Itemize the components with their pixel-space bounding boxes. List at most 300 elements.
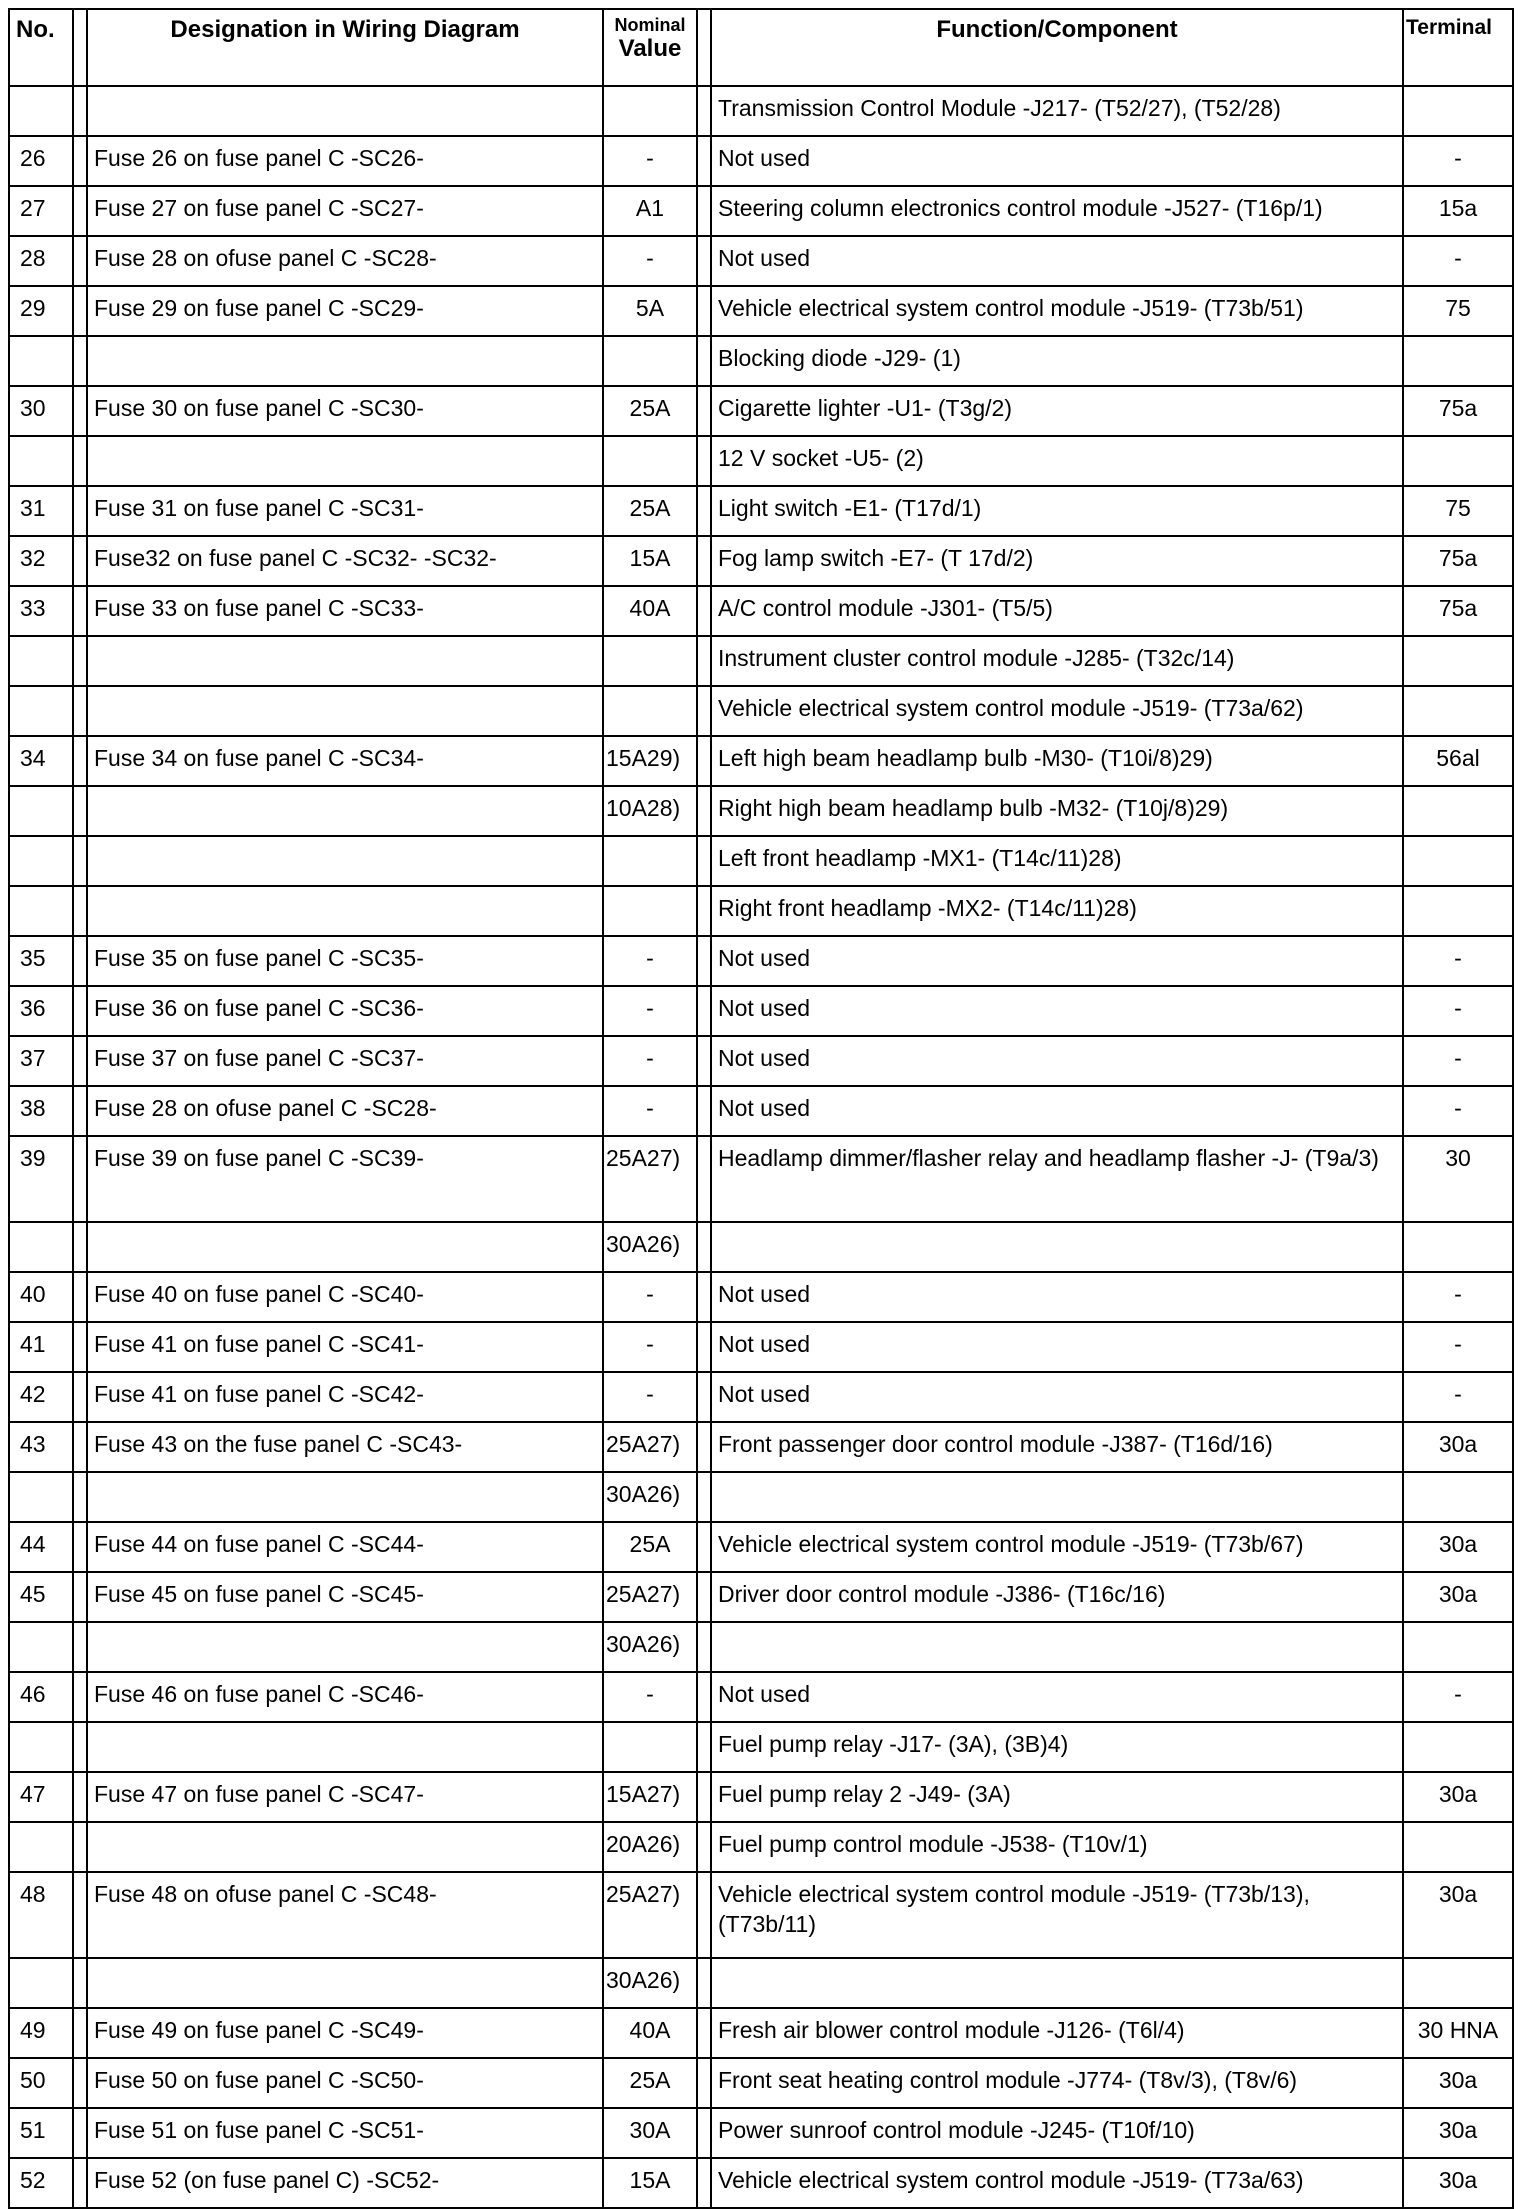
cell-spacer bbox=[697, 2108, 711, 2158]
table-row bbox=[9, 786, 1513, 836]
cell-function: Vehicle electrical system control module -J519- (T73b/51) bbox=[711, 286, 1403, 336]
cell-terminal: - bbox=[1403, 936, 1513, 986]
cell-spacer bbox=[73, 1572, 87, 1622]
table-row bbox=[9, 836, 1513, 886]
cell-designation bbox=[87, 1822, 603, 1872]
table-header-row bbox=[9, 9, 1513, 86]
header-nominal-bottom: Value bbox=[618, 34, 682, 62]
cell-no: 37 bbox=[9, 1036, 73, 1086]
table-row bbox=[9, 1958, 1513, 2008]
cell-nominal-value: 30A26) bbox=[603, 1222, 697, 1272]
cell-terminal bbox=[1403, 886, 1513, 936]
cell-no: 51 bbox=[9, 2108, 73, 2158]
cell-terminal bbox=[1403, 336, 1513, 386]
cell-terminal bbox=[1403, 836, 1513, 886]
cell-spacer bbox=[697, 136, 711, 186]
cell-spacer bbox=[73, 236, 87, 286]
cell-function: Fuel pump control module -J538- (T10v/1) bbox=[711, 1822, 1403, 1872]
cell-no: 35 bbox=[9, 936, 73, 986]
cell-no: 49 bbox=[9, 2008, 73, 2058]
cell-spacer bbox=[73, 1222, 87, 1272]
cell-no: 40 bbox=[9, 1272, 73, 1322]
cell-function: Left high beam headlamp bulb -M30- (T10i/8)29) bbox=[711, 736, 1403, 786]
cell-spacer bbox=[697, 786, 711, 836]
header-nominal-top: Nominal bbox=[614, 15, 686, 35]
cell-nominal-value: 30A26) bbox=[603, 1622, 697, 1672]
cell-spacer bbox=[73, 1522, 87, 1572]
cell-designation: Fuse 37 on fuse panel C -SC37- bbox=[87, 1036, 603, 1086]
cell-terminal: 75a bbox=[1403, 586, 1513, 636]
cell-nominal-value: - bbox=[603, 1372, 697, 1422]
cell-function: Light switch -E1- (T17d/1) bbox=[711, 486, 1403, 536]
cell-spacer bbox=[73, 336, 87, 386]
cell-no bbox=[9, 686, 73, 736]
table-row bbox=[9, 1136, 1513, 1222]
cell-terminal: 30 bbox=[1403, 1136, 1513, 1222]
cell-function: Fuel pump relay 2 -J49- (3A) bbox=[711, 1772, 1403, 1822]
cell-spacer bbox=[73, 1372, 87, 1422]
cell-spacer bbox=[697, 1822, 711, 1872]
cell-terminal bbox=[1403, 1722, 1513, 1772]
cell-designation bbox=[87, 786, 603, 836]
table-row bbox=[9, 1822, 1513, 1872]
cell-nominal-value: 30A bbox=[603, 2108, 697, 2158]
cell-spacer bbox=[73, 936, 87, 986]
cell-nominal-value bbox=[603, 86, 697, 136]
cell-spacer bbox=[73, 1672, 87, 1722]
table-row bbox=[9, 336, 1513, 386]
cell-spacer bbox=[73, 986, 87, 1036]
cell-designation: Fuse 28 on ofuse panel C -SC28- bbox=[87, 236, 603, 286]
cell-terminal: - bbox=[1403, 1086, 1513, 1136]
cell-nominal-value: 25A27) bbox=[603, 1572, 697, 1622]
cell-no: 45 bbox=[9, 1572, 73, 1622]
cell-nominal-value: 25A bbox=[603, 386, 697, 436]
cell-function: Not used bbox=[711, 986, 1403, 1036]
cell-spacer bbox=[697, 86, 711, 136]
cell-spacer bbox=[73, 86, 87, 136]
cell-function: Fuel pump relay -J17- (3A), (3B)4) bbox=[711, 1722, 1403, 1772]
cell-spacer bbox=[73, 1958, 87, 2008]
cell-designation: Fuse 30 on fuse panel C -SC30- bbox=[87, 386, 603, 436]
cell-terminal: 30a bbox=[1403, 1872, 1513, 1958]
table-row bbox=[9, 1772, 1513, 1822]
table-row bbox=[9, 386, 1513, 436]
cell-designation bbox=[87, 436, 603, 486]
cell-designation: Fuse 45 on fuse panel C -SC45- bbox=[87, 1572, 603, 1622]
cell-no: 50 bbox=[9, 2058, 73, 2108]
cell-terminal bbox=[1403, 686, 1513, 736]
cell-designation: Fuse 40 on fuse panel C -SC40- bbox=[87, 1272, 603, 1322]
cell-designation bbox=[87, 1622, 603, 1672]
cell-nominal-value: - bbox=[603, 986, 697, 1036]
cell-designation bbox=[87, 86, 603, 136]
cell-no: 31 bbox=[9, 486, 73, 536]
cell-spacer bbox=[73, 586, 87, 636]
cell-designation bbox=[87, 836, 603, 886]
fuse-assignment-table bbox=[8, 8, 1514, 2209]
cell-function: Front passenger door control module -J387- (T16d/16) bbox=[711, 1422, 1403, 1472]
cell-terminal: 75a bbox=[1403, 536, 1513, 586]
cell-spacer bbox=[697, 1322, 711, 1372]
cell-no: 38 bbox=[9, 1086, 73, 1136]
cell-designation: Fuse 51 on fuse panel C -SC51- bbox=[87, 2108, 603, 2158]
cell-spacer bbox=[697, 936, 711, 986]
cell-no: 48 bbox=[9, 1872, 73, 1958]
table-row bbox=[9, 586, 1513, 636]
cell-spacer bbox=[73, 186, 87, 236]
cell-designation bbox=[87, 636, 603, 686]
cell-function: Not used bbox=[711, 1372, 1403, 1422]
cell-function: Fresh air blower control module -J126- (T6l/4) bbox=[711, 2008, 1403, 2058]
cell-designation: Fuse 28 on ofuse panel C -SC28- bbox=[87, 1086, 603, 1136]
cell-nominal-value: - bbox=[603, 236, 697, 286]
cell-no bbox=[9, 1622, 73, 1672]
cell-nominal-value: A1 bbox=[603, 186, 697, 236]
cell-no: 42 bbox=[9, 1372, 73, 1422]
cell-terminal bbox=[1403, 636, 1513, 686]
cell-terminal: 75 bbox=[1403, 286, 1513, 336]
cell-nominal-value: 40A bbox=[603, 586, 697, 636]
cell-terminal: - bbox=[1403, 236, 1513, 286]
header-terminal: Terminal bbox=[1403, 9, 1513, 86]
cell-function: Not used bbox=[711, 1272, 1403, 1322]
table-row bbox=[9, 2108, 1513, 2158]
cell-designation: Fuse 34 on fuse panel C -SC34- bbox=[87, 736, 603, 786]
cell-spacer bbox=[73, 1722, 87, 1772]
cell-function: Cigarette lighter -U1- (T3g/2) bbox=[711, 386, 1403, 436]
cell-spacer bbox=[697, 1086, 711, 1136]
cell-spacer bbox=[697, 486, 711, 536]
cell-spacer bbox=[697, 1958, 711, 2008]
cell-no: 46 bbox=[9, 1672, 73, 1722]
cell-no: 33 bbox=[9, 586, 73, 636]
cell-no bbox=[9, 836, 73, 886]
cell-spacer bbox=[73, 1322, 87, 1372]
table-row bbox=[9, 1522, 1513, 1572]
cell-terminal: 30a bbox=[1403, 2108, 1513, 2158]
cell-function: Vehicle electrical system control module -J519- (T73b/13), (T73b/11) bbox=[711, 1872, 1403, 1958]
table-row bbox=[9, 186, 1513, 236]
cell-terminal: 75a bbox=[1403, 386, 1513, 436]
cell-designation: Fuse 43 on the fuse panel C -SC43- bbox=[87, 1422, 603, 1472]
table-row bbox=[9, 886, 1513, 936]
cell-no: 29 bbox=[9, 286, 73, 336]
cell-function: Not used bbox=[711, 1036, 1403, 1086]
cell-terminal: 30a bbox=[1403, 2158, 1513, 2208]
cell-spacer bbox=[697, 286, 711, 336]
table-row bbox=[9, 1622, 1513, 1672]
cell-spacer bbox=[73, 1772, 87, 1822]
cell-designation: Fuse 36 on fuse panel C -SC36- bbox=[87, 986, 603, 1036]
cell-designation: Fuse 49 on fuse panel C -SC49- bbox=[87, 2008, 603, 2058]
cell-designation: Fuse 29 on fuse panel C -SC29- bbox=[87, 286, 603, 336]
cell-spacer bbox=[73, 1822, 87, 1872]
cell-spacer bbox=[697, 1672, 711, 1722]
cell-spacer bbox=[73, 1872, 87, 1958]
cell-terminal bbox=[1403, 86, 1513, 136]
cell-no bbox=[9, 436, 73, 486]
cell-function: Right high beam headlamp bulb -M32- (T10j/8)29) bbox=[711, 786, 1403, 836]
cell-function: Not used bbox=[711, 136, 1403, 186]
cell-spacer bbox=[73, 386, 87, 436]
table-row bbox=[9, 2058, 1513, 2108]
cell-spacer bbox=[73, 286, 87, 336]
cell-function: Not used bbox=[711, 1672, 1403, 1722]
cell-spacer bbox=[697, 1472, 711, 1522]
cell-spacer bbox=[697, 236, 711, 286]
table-row bbox=[9, 1086, 1513, 1136]
cell-nominal-value: 15A27) bbox=[603, 1772, 697, 1822]
cell-nominal-value bbox=[603, 636, 697, 686]
cell-no: 32 bbox=[9, 536, 73, 586]
cell-designation: Fuse 52 (on fuse panel C) -SC52- bbox=[87, 2158, 603, 2208]
cell-nominal-value bbox=[603, 836, 697, 886]
cell-function: Left front headlamp -MX1- (T14c/11)28) bbox=[711, 836, 1403, 886]
cell-nominal-value: 5A bbox=[603, 286, 697, 336]
cell-spacer bbox=[73, 2158, 87, 2208]
table-row bbox=[9, 2008, 1513, 2058]
table-body bbox=[9, 86, 1513, 2208]
cell-function: 12 V socket -U5- (2) bbox=[711, 436, 1403, 486]
cell-designation bbox=[87, 1222, 603, 1272]
cell-spacer bbox=[697, 836, 711, 886]
cell-no bbox=[9, 786, 73, 836]
cell-spacer bbox=[697, 1036, 711, 1086]
cell-spacer bbox=[73, 486, 87, 536]
cell-function bbox=[711, 1622, 1403, 1672]
cell-terminal: - bbox=[1403, 1672, 1513, 1722]
cell-function: Blocking diode -J29- (1) bbox=[711, 336, 1403, 386]
cell-nominal-value: - bbox=[603, 1086, 697, 1136]
cell-designation: Fuse 26 on fuse panel C -SC26- bbox=[87, 136, 603, 186]
cell-nominal-value: 30A26) bbox=[603, 1958, 697, 2008]
cell-function: A/C control module -J301- (T5/5) bbox=[711, 586, 1403, 636]
cell-nominal-value: 40A bbox=[603, 2008, 697, 2058]
cell-nominal-value: - bbox=[603, 136, 697, 186]
cell-spacer bbox=[697, 686, 711, 736]
cell-nominal-value: - bbox=[603, 1036, 697, 1086]
cell-spacer bbox=[697, 1772, 711, 1822]
table-row bbox=[9, 86, 1513, 136]
cell-nominal-value: 25A bbox=[603, 1522, 697, 1572]
cell-no: 43 bbox=[9, 1422, 73, 1472]
table-row bbox=[9, 136, 1513, 186]
cell-nominal-value: 15A29) bbox=[603, 736, 697, 786]
table-row bbox=[9, 636, 1513, 686]
table-row bbox=[9, 2158, 1513, 2208]
cell-terminal bbox=[1403, 1622, 1513, 1672]
table-row bbox=[9, 286, 1513, 336]
table-row bbox=[9, 1272, 1513, 1322]
cell-terminal: - bbox=[1403, 1372, 1513, 1422]
cell-spacer bbox=[73, 736, 87, 786]
cell-spacer bbox=[697, 436, 711, 486]
cell-spacer bbox=[697, 2158, 711, 2208]
table-row bbox=[9, 1872, 1513, 1958]
cell-designation: Fuse 41 on fuse panel C -SC41- bbox=[87, 1322, 603, 1372]
cell-no: 30 bbox=[9, 386, 73, 436]
cell-no: 36 bbox=[9, 986, 73, 1036]
cell-terminal: 30a bbox=[1403, 1772, 1513, 1822]
cell-function: Headlamp dimmer/flasher relay and headlamp flasher -J- (T9a/3) bbox=[711, 1136, 1403, 1222]
cell-terminal: 15a bbox=[1403, 186, 1513, 236]
header-spacer bbox=[73, 9, 87, 86]
cell-function: Right front headlamp -MX2- (T14c/11)28) bbox=[711, 886, 1403, 936]
cell-no: 44 bbox=[9, 1522, 73, 1572]
cell-spacer bbox=[73, 836, 87, 886]
cell-no: 28 bbox=[9, 236, 73, 286]
cell-function: Not used bbox=[711, 1086, 1403, 1136]
cell-spacer bbox=[697, 636, 711, 686]
cell-designation: Fuse 48 on ofuse panel C -SC48- bbox=[87, 1872, 603, 1958]
cell-nominal-value bbox=[603, 336, 697, 386]
cell-function: Vehicle electrical system control module -J519- (T73a/62) bbox=[711, 686, 1403, 736]
cell-terminal bbox=[1403, 786, 1513, 836]
cell-designation: Fuse 39 on fuse panel C -SC39- bbox=[87, 1136, 603, 1222]
cell-spacer bbox=[697, 1422, 711, 1472]
cell-spacer bbox=[73, 686, 87, 736]
cell-function: Power sunroof control module -J245- (T10f/10) bbox=[711, 2108, 1403, 2158]
cell-terminal: 30a bbox=[1403, 2058, 1513, 2108]
cell-spacer bbox=[73, 436, 87, 486]
table-row bbox=[9, 1036, 1513, 1086]
cell-spacer bbox=[73, 2058, 87, 2108]
table-row bbox=[9, 536, 1513, 586]
cell-function: Not used bbox=[711, 236, 1403, 286]
cell-spacer bbox=[697, 736, 711, 786]
cell-nominal-value: - bbox=[603, 936, 697, 986]
cell-no: 52 bbox=[9, 2158, 73, 2208]
cell-no: 34 bbox=[9, 736, 73, 786]
cell-no bbox=[9, 86, 73, 136]
table-row bbox=[9, 986, 1513, 1036]
table-row bbox=[9, 936, 1513, 986]
cell-function: Not used bbox=[711, 1322, 1403, 1372]
cell-spacer bbox=[73, 2108, 87, 2158]
cell-nominal-value bbox=[603, 1722, 697, 1772]
cell-designation: Fuse 35 on fuse panel C -SC35- bbox=[87, 936, 603, 986]
cell-spacer bbox=[73, 786, 87, 836]
cell-designation bbox=[87, 336, 603, 386]
cell-terminal bbox=[1403, 1822, 1513, 1872]
cell-no bbox=[9, 336, 73, 386]
cell-function: Instrument cluster control module -J285- (T32c/14) bbox=[711, 636, 1403, 686]
cell-function: Vehicle electrical system control module -J519- (T73b/67) bbox=[711, 1522, 1403, 1572]
table-row bbox=[9, 1472, 1513, 1522]
cell-spacer bbox=[697, 2058, 711, 2108]
cell-spacer bbox=[697, 586, 711, 636]
cell-function bbox=[711, 1222, 1403, 1272]
cell-spacer bbox=[73, 1422, 87, 1472]
cell-no bbox=[9, 1222, 73, 1272]
cell-function: Transmission Control Module -J217- (T52/27), (T52/28) bbox=[711, 86, 1403, 136]
cell-no: 26 bbox=[9, 136, 73, 186]
header-designation: Designation in Wiring Diagram bbox=[87, 9, 603, 86]
table-row bbox=[9, 736, 1513, 786]
table-row bbox=[9, 1372, 1513, 1422]
cell-function bbox=[711, 1958, 1403, 2008]
cell-terminal bbox=[1403, 1222, 1513, 1272]
cell-nominal-value: 10A28) bbox=[603, 786, 697, 836]
header-nominal-value bbox=[603, 9, 697, 86]
cell-designation: Fuse 27 on fuse panel C -SC27- bbox=[87, 186, 603, 236]
cell-nominal-value: 15A bbox=[603, 2158, 697, 2208]
cell-terminal: 30a bbox=[1403, 1422, 1513, 1472]
table-row bbox=[9, 436, 1513, 486]
header-spacer bbox=[697, 9, 711, 86]
cell-terminal: - bbox=[1403, 986, 1513, 1036]
cell-nominal-value: 25A27) bbox=[603, 1422, 697, 1472]
cell-spacer bbox=[73, 136, 87, 186]
cell-spacer bbox=[697, 1272, 711, 1322]
cell-designation bbox=[87, 886, 603, 936]
cell-no bbox=[9, 1958, 73, 2008]
cell-designation bbox=[87, 1958, 603, 2008]
cell-spacer bbox=[697, 1622, 711, 1672]
cell-designation: Fuse 50 on fuse panel C -SC50- bbox=[87, 2058, 603, 2108]
cell-terminal: - bbox=[1403, 1272, 1513, 1322]
cell-spacer bbox=[697, 386, 711, 436]
cell-terminal: 30 HNA bbox=[1403, 2008, 1513, 2058]
cell-designation: Fuse 33 on fuse panel C -SC33- bbox=[87, 586, 603, 636]
cell-designation: Fuse 44 on fuse panel C -SC44- bbox=[87, 1522, 603, 1572]
cell-spacer bbox=[697, 1372, 711, 1422]
cell-spacer bbox=[697, 1136, 711, 1222]
cell-designation bbox=[87, 1472, 603, 1522]
cell-spacer bbox=[697, 186, 711, 236]
cell-spacer bbox=[73, 1136, 87, 1222]
cell-nominal-value: 25A27) bbox=[603, 1136, 697, 1222]
table-row bbox=[9, 486, 1513, 536]
cell-nominal-value: 20A26) bbox=[603, 1822, 697, 1872]
cell-nominal-value bbox=[603, 886, 697, 936]
cell-designation: Fuse 31 on fuse panel C -SC31- bbox=[87, 486, 603, 536]
table-row bbox=[9, 1572, 1513, 1622]
cell-nominal-value: - bbox=[603, 1322, 697, 1372]
cell-nominal-value bbox=[603, 686, 697, 736]
cell-nominal-value: 25A bbox=[603, 486, 697, 536]
cell-spacer bbox=[697, 1222, 711, 1272]
cell-terminal: - bbox=[1403, 1322, 1513, 1372]
cell-terminal: - bbox=[1403, 1036, 1513, 1086]
cell-spacer bbox=[697, 1572, 711, 1622]
cell-spacer bbox=[697, 336, 711, 386]
header-function: Function/Component bbox=[711, 9, 1403, 86]
cell-spacer bbox=[73, 1272, 87, 1322]
cell-designation bbox=[87, 1722, 603, 1772]
cell-terminal: - bbox=[1403, 136, 1513, 186]
cell-no: 41 bbox=[9, 1322, 73, 1372]
table-row bbox=[9, 1722, 1513, 1772]
cell-function: Front seat heating control module -J774- (T8v/3), (T8v/6) bbox=[711, 2058, 1403, 2108]
cell-function bbox=[711, 1472, 1403, 1522]
cell-function: Not used bbox=[711, 936, 1403, 986]
table-row bbox=[9, 1222, 1513, 1272]
cell-spacer bbox=[697, 536, 711, 586]
table-row bbox=[9, 236, 1513, 286]
cell-no bbox=[9, 1722, 73, 1772]
cell-spacer bbox=[73, 1622, 87, 1672]
cell-no: 27 bbox=[9, 186, 73, 236]
cell-spacer bbox=[73, 2008, 87, 2058]
cell-no bbox=[9, 1822, 73, 1872]
cell-terminal bbox=[1403, 1472, 1513, 1522]
cell-no: 39 bbox=[9, 1136, 73, 1222]
cell-terminal bbox=[1403, 436, 1513, 486]
cell-spacer bbox=[73, 886, 87, 936]
cell-function: Vehicle electrical system control module -J519- (T73a/63) bbox=[711, 2158, 1403, 2208]
